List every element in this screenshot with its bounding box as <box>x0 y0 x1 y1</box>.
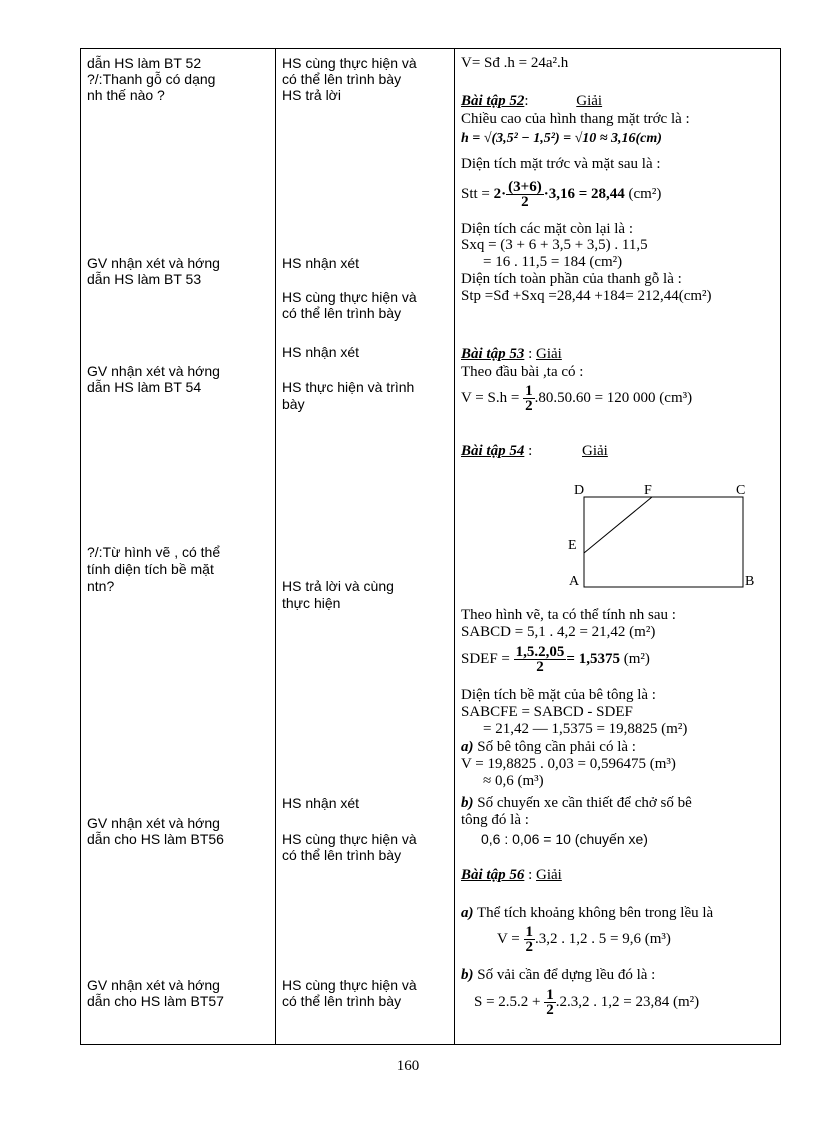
formula-lhs: V = <box>497 930 520 947</box>
teacher-text: GV nhận xét và hớng <box>87 977 220 993</box>
content-line: SABCFE = SABCD - SDEF <box>461 704 633 720</box>
volume-formula: V= Sđ .h = 24a².h <box>461 55 569 71</box>
formula-coef: 2· <box>493 185 507 202</box>
content-line: V = 19,8825 . 0,03 = 0,596475 (m³) <box>461 756 676 772</box>
denominator: 2 <box>536 659 544 675</box>
content-line: 0,6 : 0,06 = 10 (chuyến xe) <box>481 831 648 847</box>
denominator: 2 <box>546 1002 554 1018</box>
part-text: Số vải cần để dựng lều đó là : <box>477 967 656 983</box>
student-text: HS cùng thực hiện và <box>282 289 417 305</box>
teacher-text: dẫn cho HS làm BT57 <box>87 993 224 1009</box>
column-divider-1 <box>275 48 276 1045</box>
solution-label: Giải <box>576 93 603 109</box>
content-line: Diện tích mặt trớc và mặt sau là : <box>461 156 661 172</box>
colon: : <box>524 93 529 109</box>
content-line: = 16 . 11,5 = 184 (cm²) <box>483 254 623 270</box>
part-text: Số chuyến xe cần thiết để chở số bê <box>477 795 692 811</box>
area-formula <box>461 645 650 674</box>
formula-rhs: ·3,16 = 28,44 <box>543 185 625 202</box>
rectangle-abcd <box>584 497 743 587</box>
fabric-formula <box>474 988 699 1017</box>
label-d: D <box>574 483 585 498</box>
label-a: A <box>569 574 580 589</box>
student-text: HS cùng thực hiện và <box>282 977 417 993</box>
numerator: 1,5.2,05 <box>515 644 565 660</box>
exercise-heading <box>461 94 602 108</box>
teacher-text: GV nhận xét và hớng <box>87 815 220 831</box>
formula-lhs: SDEF = <box>461 650 510 667</box>
numerator: 1 <box>525 924 534 940</box>
content-line: Chiều cao của hình thang mặt trớc là : <box>461 111 690 127</box>
colon: : <box>528 346 533 362</box>
content-line: Diện tích bề mặt của bê tông là : <box>461 687 656 703</box>
teacher-text: dẫn HS làm BT 52 <box>87 55 202 71</box>
content-line: ≈ 0,6 (m³) <box>483 773 544 789</box>
teacher-text: ?/:Thanh gỗ có dạng <box>87 71 216 87</box>
formula-rhs: = 1,5375 <box>566 650 620 667</box>
formula-lhs: Stt = <box>461 185 490 202</box>
part-label: b) <box>461 967 474 983</box>
student-text: có thể lên trình bày <box>282 993 402 1009</box>
teacher-text: tính diện tích bề mặt <box>87 561 214 577</box>
denominator: 2 <box>525 939 534 955</box>
height-formula: h = √(3,5² − 1,5²) = √10 ≈ 3,16(cm) <box>461 131 662 146</box>
teacher-text: dẫn cho HS làm BT56 <box>87 831 224 847</box>
content-line: Diện tích toàn phần của thanh gỗ là : <box>461 271 682 287</box>
content-line: Diện tích các mặt còn lại là : <box>461 221 634 237</box>
volume-formula <box>497 925 671 954</box>
exercise-heading <box>461 868 562 882</box>
part-text: Thể tích khoảng không bên trong lều là <box>476 905 714 921</box>
unit: (m²) <box>623 650 650 667</box>
content-line: Theo hình vẽ, ta có thể tính nh sau : <box>461 607 676 623</box>
exercise-heading <box>461 347 562 361</box>
teacher-text: ntn? <box>87 578 115 594</box>
exercise-title: Bài tập 54 <box>461 443 525 459</box>
teacher-text: ?/:Từ hình vẽ , có thể <box>87 544 221 560</box>
volume-formula <box>461 384 692 413</box>
content-line <box>461 796 692 810</box>
page-number: 160 <box>396 1058 420 1074</box>
denominator: 2 <box>521 194 529 210</box>
teacher-text: dẫn HS làm BT 54 <box>87 379 202 395</box>
numerator: 1 <box>546 987 554 1003</box>
content-line: Sxq = (3 + 6 + 3,5 + 3,5) . 11,5 <box>461 237 648 253</box>
area-formula <box>461 180 661 209</box>
student-text: HS nhận xét <box>282 255 360 271</box>
content-line: = 21,42 — 1,5375 = 19,8825 (m²) <box>483 721 688 737</box>
column-divider-2 <box>454 48 455 1045</box>
student-text: HS trả lời và cùng <box>282 578 394 594</box>
formula-rhs: .80.50.60 = 120 000 (cm³) <box>534 389 693 406</box>
fraction <box>544 988 556 1017</box>
student-text: HS thực hiện và trình <box>282 379 415 395</box>
content-line: Theo đầu bài ,ta có : <box>461 364 584 380</box>
denominator: 2 <box>525 398 533 414</box>
part-label: a) <box>461 905 474 921</box>
label-f: F <box>644 483 652 498</box>
segment-ef <box>584 497 652 553</box>
fraction <box>514 645 567 674</box>
part-text: Số bê tông cần phải có là : <box>477 739 636 755</box>
part-label: a) <box>461 739 474 755</box>
teacher-text: GV nhận xét và hớng <box>87 363 220 379</box>
formula-rhs: .2.3,2 . 1,2 = 23,84 (m²) <box>555 993 700 1010</box>
fraction <box>524 925 536 954</box>
content-line <box>461 968 655 982</box>
teacher-text: GV nhận xét và hớng <box>87 255 220 271</box>
label-c: C <box>736 483 746 498</box>
geometry-figure <box>560 476 770 598</box>
content-line: Stp =Sđ +Sxq =28,44 +184= 212,44(cm²) <box>461 288 712 304</box>
student-text: HS trả lời <box>282 87 341 103</box>
content-line: SABCD = 5,1 . 4,2 = 21,42 (m²) <box>461 624 656 640</box>
content-line <box>461 740 636 754</box>
label-e: E <box>568 538 577 553</box>
exercise-heading <box>461 444 608 458</box>
formula-lhs: V = S.h = <box>461 389 520 406</box>
fraction <box>523 384 535 413</box>
exercise-title: Bài tập 52 <box>461 93 525 109</box>
colon: : <box>528 443 533 459</box>
student-text: có thể lên trình bày <box>282 847 402 863</box>
student-text: HS nhận xét <box>282 344 360 360</box>
student-text: HS cùng thực hiện và <box>282 55 417 71</box>
colon: : <box>528 867 533 883</box>
part-label: b) <box>461 795 474 811</box>
formula-rhs: .3,2 . 1,2 . 5 = 9,6 (m³) <box>535 930 671 947</box>
unit: (cm²) <box>628 185 662 202</box>
student-text: HS cùng thực hiện và <box>282 831 417 847</box>
student-text: bày <box>282 396 305 412</box>
solution-label: Giải <box>536 346 562 362</box>
numerator: 1 <box>525 383 533 399</box>
formula-lhs: S = 2.5.2 + <box>474 993 541 1010</box>
student-text: có thể lên trình bày <box>282 71 402 87</box>
exercise-title: Bài tập 56 <box>461 867 525 883</box>
student-text: thực hiện <box>282 595 341 611</box>
fraction <box>506 180 544 209</box>
content-line <box>461 906 713 920</box>
content-line: tông đó là : <box>461 812 529 828</box>
teacher-text: nh thế nào ? <box>87 87 165 103</box>
student-text: có thể lên trình bày <box>282 305 402 321</box>
numerator: (3+6) <box>508 179 542 195</box>
student-text: HS nhận xét <box>282 795 360 811</box>
exercise-title: Bài tập 53 <box>461 346 525 362</box>
teacher-text: dẫn HS làm BT 53 <box>87 271 202 287</box>
solution-label: Giải <box>536 867 562 883</box>
solution-label: Giải <box>582 443 608 459</box>
label-b: B <box>745 574 755 589</box>
